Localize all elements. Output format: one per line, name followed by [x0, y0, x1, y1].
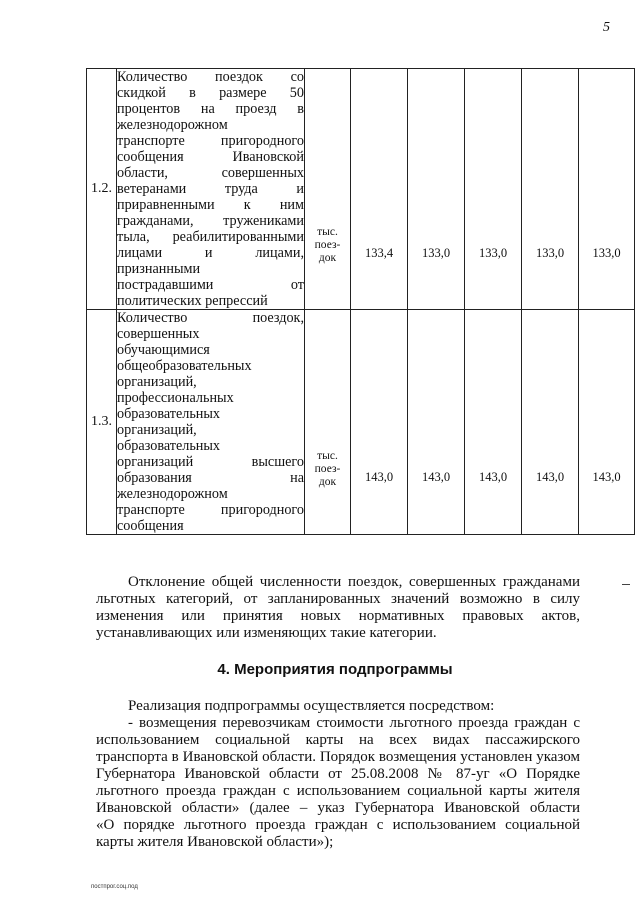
desc-line: процентов на проезд в: [117, 101, 304, 117]
text-line: «О порядке льготного проезда граждан с использованием социальной: [96, 817, 580, 833]
row-value: [408, 310, 465, 535]
desc-line: ветеранами труда и: [117, 181, 304, 197]
value-text: 143,0: [535, 470, 565, 484]
value-text: 133,0: [592, 246, 621, 260]
desc-line: признанными: [117, 261, 201, 277]
measures-paragraph: [96, 715, 580, 851]
desc-line: железнодорожном: [117, 117, 228, 133]
value-text: 143,0: [592, 470, 621, 484]
unit-line: поез-: [314, 462, 341, 475]
row-value: [465, 310, 522, 535]
row-value: [579, 310, 635, 535]
row-value: [522, 69, 579, 310]
desc-line: лицами и лицами,: [117, 245, 304, 261]
desc-line: гражданами, тружениками: [117, 213, 304, 229]
row-value: [408, 69, 465, 310]
value-text: 133,4: [364, 246, 394, 260]
desc-line: пострадавшими от: [117, 277, 304, 293]
text-line: Ивановской области» (далее – указ Губернатора Ивановской области: [96, 800, 580, 816]
text-line: изменения или принятия новых нормативных правовых актов,: [96, 608, 580, 624]
row-number: 1.2.: [87, 69, 117, 310]
desc-line: сообщения: [117, 518, 184, 534]
value-text: 133,0: [535, 246, 565, 260]
row-value: [522, 310, 579, 535]
desc-line: области, совершенных: [117, 165, 304, 181]
text-line: транспорта в Ивановской области. Порядок возмещения установлен указом: [96, 749, 580, 765]
desc-line: Количество поездок со: [117, 69, 304, 85]
row-description: [117, 310, 305, 535]
text-line: Реализация подпрограммы осуществляется посредством:: [128, 698, 495, 714]
desc-line: транспорте пригородного: [117, 502, 304, 518]
desc-line: организаций,: [117, 374, 197, 390]
unit-line: док: [318, 475, 337, 488]
intro-paragraph: [96, 698, 580, 715]
desc-line: общеобразовательных: [117, 358, 252, 374]
text-line: использованием социальной карты на всех видах пассажирского: [96, 732, 580, 748]
row-value: [351, 69, 408, 310]
unit-line: поез-: [314, 238, 341, 251]
text-line: Губернатора Ивановской области от 25.08.2008 № 87-уг «О Порядке: [96, 766, 580, 782]
desc-line: сообщения Ивановской: [117, 149, 304, 165]
text-line: устанавливающих или изменяющих такие категории.: [96, 625, 437, 641]
unit-line: тыс.: [317, 225, 338, 238]
desc-line: транспорте пригородного: [117, 133, 304, 149]
desc-line: организаций высшего: [117, 454, 304, 470]
margin-mark: [622, 584, 630, 585]
desc-line: образовательных: [117, 438, 221, 454]
value-text: 143,0: [478, 470, 508, 484]
section-heading: 4. Мероприятия подпрограммы: [217, 661, 453, 678]
value-text: 133,0: [478, 246, 508, 260]
desc-line: образовательных: [117, 406, 221, 422]
deviation-paragraph: [96, 574, 580, 642]
row-unit: [305, 69, 351, 310]
footer-filename: постпрог.соц.под: [91, 884, 138, 890]
text-line: - возмещения перевозчикам стоимости льготного проезда граждан с: [128, 715, 580, 731]
text-line: Отклонение общей численности поездок, совершенных гражданами: [128, 574, 580, 590]
value-text: 133,0: [421, 246, 451, 260]
desc-line: политических репрессий: [117, 293, 268, 309]
text-line: карты жителя Ивановской области»);: [96, 834, 334, 850]
value-text: 143,0: [421, 470, 451, 484]
desc-line: тыла, реабилитированными: [117, 229, 304, 245]
table-row: [87, 310, 635, 535]
row-unit: [305, 310, 351, 535]
page-number: 5: [603, 20, 610, 35]
unit-line: док: [318, 251, 337, 264]
row-number: 1.3.: [87, 310, 117, 535]
desc-line: приравненными к ним: [117, 197, 304, 213]
desc-line: образования на: [117, 470, 304, 486]
desc-line: Количество поездок,: [117, 310, 304, 326]
text-line: льготных категорий, от запланированных значений возможно в силу: [96, 591, 580, 607]
desc-line: совершенных: [117, 326, 200, 342]
desc-line: профессиональных: [117, 390, 234, 406]
indicators-table: [86, 68, 635, 535]
row-value: [579, 69, 635, 310]
unit-line: тыс.: [317, 449, 338, 462]
row-value: [465, 69, 522, 310]
desc-line: железнодорожном: [117, 486, 228, 502]
row-description: [117, 69, 305, 310]
desc-line: организаций,: [117, 422, 197, 438]
text-line: льготного проезда граждан с использованием социальной карты жителя: [96, 783, 580, 799]
row-value: [351, 310, 408, 535]
table-row: [87, 69, 635, 310]
desc-line: обучающимися: [117, 342, 210, 358]
desc-line: скидкой в размере 50: [117, 85, 304, 101]
value-text: 143,0: [364, 470, 394, 484]
